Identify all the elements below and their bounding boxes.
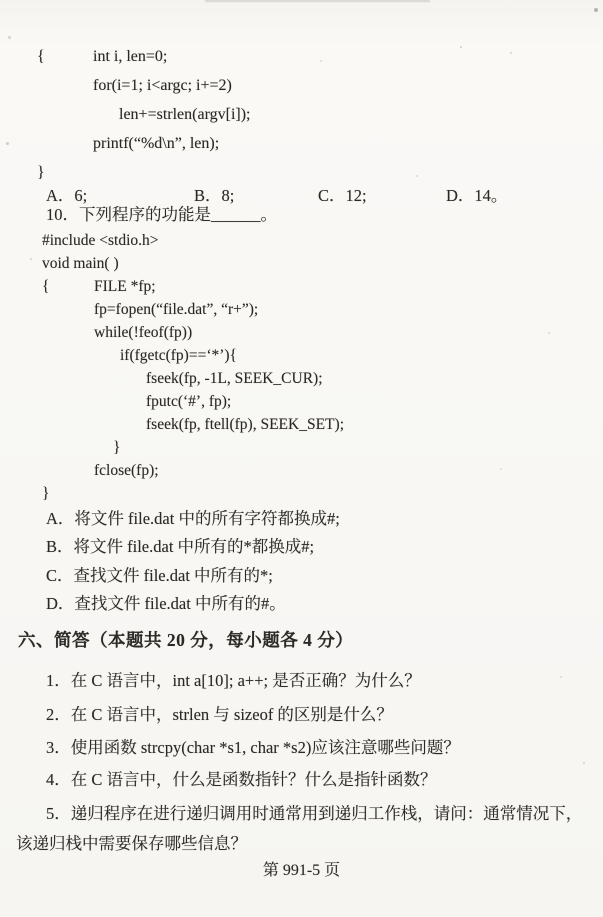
option-a <box>46 505 340 533</box>
page-number: 第 991-5 页 <box>262 862 341 879</box>
option-text: 6; <box>74 186 88 205</box>
option-label: B． <box>46 537 74 557</box>
code-line: #include <stdio.h> <box>42 232 159 249</box>
code-line: if(fgetc(fp)==‘*’){ <box>120 347 237 364</box>
short-answer-question-4: 4．在 C 语言中，什么是函数指针？什么是指针函数？ <box>46 770 437 789</box>
code-line: } <box>113 439 121 456</box>
scan-speckle <box>500 468 502 470</box>
scan-speckle <box>583 762 585 764</box>
code-line: fseek(fp, -1L, SEEK_CUR); <box>146 370 323 387</box>
scan-speckle <box>30 258 32 260</box>
option-label: D． <box>446 186 475 205</box>
option-c <box>318 183 446 209</box>
option-text: 将文件 file.dat 中所有的*都换成#; <box>73 537 315 557</box>
question9-code-block <box>37 42 250 187</box>
option-b <box>46 533 340 561</box>
option-label: B． <box>194 186 222 205</box>
short-answer-question-1: 1．在 C 语言中，int a[10]; a++; 是否正确？为什么？ <box>46 671 421 690</box>
code-line: fclose(fp); <box>94 462 159 479</box>
scan-smudge <box>205 0 430 2</box>
option-text: 将文件 file.dat 中的所有字符都换成#; <box>74 509 340 528</box>
code-line: void main( ) <box>42 255 119 272</box>
scan-speckle <box>594 8 598 12</box>
option-label: C． <box>318 186 346 205</box>
code-line: printf(“%d\n”, len); <box>93 135 220 152</box>
scan-speckle <box>510 52 512 54</box>
code-line: for(i=1; i<argc; i+=2) <box>93 77 232 94</box>
code-line <box>37 42 250 71</box>
code-line: } <box>42 485 50 502</box>
question10-code-block <box>42 229 344 505</box>
question10-options <box>46 505 340 619</box>
scan-speckle <box>320 60 322 62</box>
option-text: 查找文件 file.dat 中所有的*; <box>73 565 273 585</box>
code-line: } <box>37 164 45 181</box>
section6-heading: 六、简答（本题共 20 分，每小题各 4 分） <box>18 630 354 650</box>
short-answer-question-2: 2．在 C 语言中，strlen 与 sizeof 的区别是什么？ <box>46 705 393 724</box>
short-answer-question-3: 3．使用函数 strcpy(char *s1, char *s2)应该注意哪些问题？ <box>46 738 460 757</box>
option-text: 查找文件 file.dat 中所有的#。 <box>74 594 286 614</box>
open-brace: { <box>37 48 45 65</box>
option-d <box>446 183 507 209</box>
option-text: 12; <box>345 186 367 205</box>
code-line: len+=strlen(argv[i]); <box>119 106 251 123</box>
scan-speckle <box>560 676 562 678</box>
scan-speckle <box>460 46 462 48</box>
option-label: A． <box>46 509 75 528</box>
scan-speckle <box>416 175 418 177</box>
option-d <box>46 590 340 618</box>
scan-speckle <box>8 36 11 39</box>
option-label: D． <box>46 594 75 614</box>
code-line: fputc(‘#’, fp); <box>146 393 232 410</box>
short-answer-question-5: 5．递归程序在进行递归调用时通常用到递归工作栈，请问：通常情况下，该递归栈中需要保存哪些信息？ <box>16 804 583 853</box>
option-text: 8; <box>221 186 235 205</box>
option-label: A． <box>46 186 75 205</box>
option-label: C． <box>46 565 74 585</box>
question10-title: 10．下列程序的功能是______。 <box>46 205 277 224</box>
code-line: while(!feof(fp)) <box>94 324 193 341</box>
code-text: FILE *fp; <box>94 278 156 295</box>
code-text: int i, len=0; <box>93 48 168 65</box>
scan-speckle <box>6 142 9 145</box>
code-line: fp=fopen(“file.dat”, “r+”); <box>94 301 259 318</box>
code-line <box>42 275 344 298</box>
open-brace: { <box>42 278 50 295</box>
scan-speckle <box>548 332 550 334</box>
option-text: 14。 <box>474 186 508 205</box>
option-c <box>46 562 340 590</box>
code-line: fseek(fp, ftell(fp), SEEK_SET); <box>146 416 344 433</box>
